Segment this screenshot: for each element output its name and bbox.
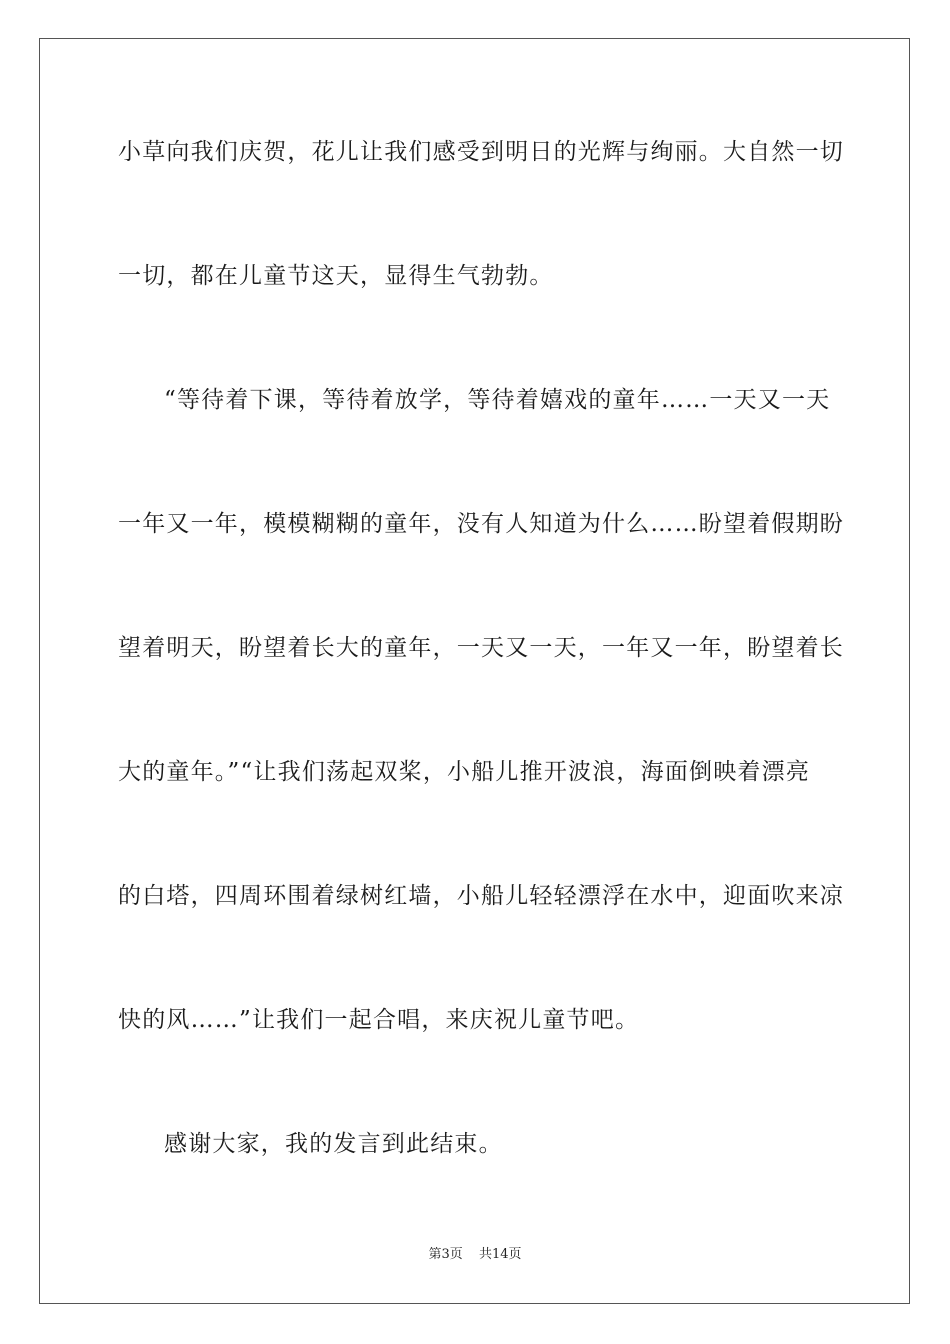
body-line-2: 一切，都在儿童节这天，显得生气勃勃。: [118, 263, 554, 289]
closing-line: 感谢大家，我的发言到此结束。: [164, 1131, 503, 1157]
page-number-total: 共14页: [478, 1247, 522, 1262]
page-number-current: 第3页: [428, 1247, 463, 1262]
body-line-6: 大的童年。”“让我们荡起双桨，小船儿推开波浪，海面倒映着漂亮: [118, 759, 811, 785]
body-line-1: 小草向我们庆贺，花儿让我们感受到明日的光辉与绚丽。大自然一切: [118, 139, 844, 165]
body-line-7: 的白塔，四周环围着绿树红墙，小船儿轻轻漂浮在水中，迎面吹来凉: [118, 883, 844, 909]
page-footer: [0, 1246, 950, 1264]
body-line-3: “等待着下课，等待着放学，等待着嬉戏的童年……一天又一天: [164, 387, 831, 413]
page-frame: [39, 38, 910, 1304]
body-line-4: 一年又一年，模模糊糊的童年，没有人知道为什么……盼望着假期盼: [118, 511, 844, 537]
body-line-5: 望着明天，盼望着长大的童年，一天又一天，一年又一年，盼望着长: [118, 635, 844, 661]
body-line-8: 快的风……”让我们一起合唱，来庆祝儿童节吧。: [118, 1007, 640, 1033]
